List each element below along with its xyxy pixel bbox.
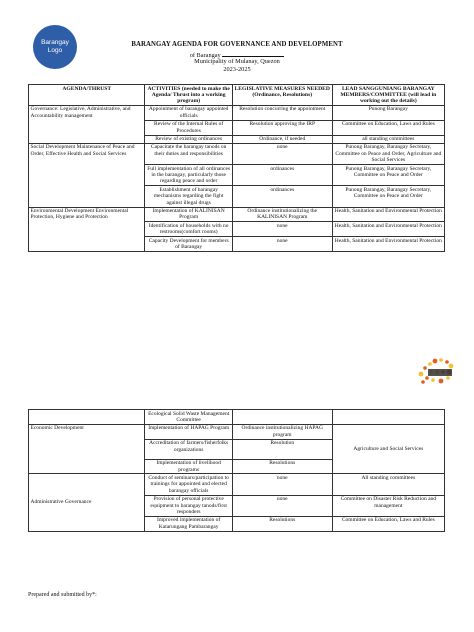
decorative-dot: [433, 359, 438, 364]
decorative-band: [428, 369, 452, 376]
table-row: [29, 424, 445, 439]
agenda-environment: Environmental Development Environmental Protection, Hygiene and Protection: [29, 207, 145, 251]
decorative-logo-icon: [415, 352, 457, 386]
table-header-row: [29, 85, 445, 106]
agenda-cell-empty: [29, 410, 145, 425]
activity-cell: Implementation of livelihood programs: [145, 459, 232, 474]
activity-cell: Review of the Internal Rules of Procedures: [145, 120, 232, 135]
lead-cell: Health, Sanitation and Environmental Protection: [332, 237, 444, 252]
measure-cell: none: [232, 222, 332, 237]
decorative-dot: [428, 362, 432, 366]
activity-cell: Full implementation of all ordinances in the barangay, particularly those regarding peace and order: [145, 165, 232, 186]
decorative-dot: [423, 366, 427, 370]
decorative-dot: [445, 360, 449, 364]
decorative-dot: [425, 376, 429, 380]
decorative-dot: [431, 378, 435, 382]
measure-cell-empty: [232, 410, 332, 425]
activity-cell: Improved implementation of Katarungang Pambarangay: [145, 516, 232, 531]
activity-cell: Implementation of HAPAG Program: [145, 424, 232, 439]
agenda-table-page1: [28, 84, 445, 252]
logo-text: Barangay Logo: [41, 39, 69, 54]
header-lead: LEAD SANGGUNIANG BARANGAY MEMBERS/COMMITTEE (will lead in working out the details): [332, 85, 444, 106]
activity-cell: Establishment of barangay mechanisms regarding the fight against illegal drugs: [145, 186, 232, 207]
header-agenda: AGENDA/THRUST: [29, 85, 145, 106]
measure-cell: none: [232, 474, 332, 495]
lead-cell: Committee on Education, Laws and Rules: [332, 516, 444, 531]
lead-cell: Health, Sanitation and Environmental Protection: [332, 207, 444, 222]
table-row: [29, 105, 445, 120]
lead-cell: Punong Barangay: [332, 105, 444, 120]
lead-cell: Health, Sanitation and Environmental Protection: [332, 222, 444, 237]
measure-cell: Resolution: [232, 439, 332, 459]
measure-cell: none: [232, 143, 332, 164]
table-row: [29, 207, 445, 222]
decorative-dot: [439, 358, 443, 362]
measure-cell: Resolutions: [232, 459, 332, 474]
activity-cell: Ecological Solid Waste Management Committee: [145, 410, 232, 425]
measure-cell: none: [232, 237, 332, 252]
lead-cell-empty: [332, 410, 444, 425]
measure-cell: Resolutions: [232, 516, 332, 531]
municipality-line: Municipality of Mulanay, Quezon: [194, 58, 280, 65]
lead-cell: Punong Barangay, Barangay Secretary, Committee on Peace and Order: [332, 165, 444, 186]
activity-cell: Appointment of barangay appointed officials: [145, 105, 232, 120]
barangay-label: of Barangay: [189, 52, 221, 59]
prepared-by-label: Prepared and submitted by*:: [28, 592, 97, 598]
activity-cell: Provision of personal protective equipment to barangay tanods/first responders: [145, 495, 232, 516]
table-row: [29, 143, 445, 164]
decorative-dot: [449, 364, 454, 369]
activity-cell: Identification of households with no restrooms(comfort rooms): [145, 222, 232, 237]
table-row: [29, 410, 445, 425]
decorative-dot: [439, 379, 444, 384]
decorative-dot: [421, 380, 425, 384]
header-measures: LEGISLATIVE MEASURES NEEDED (Ordinance, Resolutions): [232, 85, 332, 106]
agenda-administrative: Administrative Governance: [29, 474, 145, 531]
decorative-dot: [446, 376, 450, 380]
lead-cell: Agriculture and Social Services: [332, 424, 444, 474]
table-row: [29, 474, 445, 495]
activity-cell: Implementation of KALINISAN Program: [145, 207, 232, 222]
lead-cell: All standing committees: [332, 474, 444, 495]
activity-cell: Capacity Development for members of Barangay: [145, 237, 232, 252]
measure-cell: Ordinance institutionalizing HAPAG program: [232, 424, 332, 439]
activity-cell: Conduct of seminars/participation to trainings for appointed and elected barangay officials: [145, 474, 232, 495]
activity-cell: Capacitate the barangay tanods on their duties and responsibilities: [145, 143, 232, 164]
agenda-social: Social Development Maintenance of Peace and Order, Effective Health and Social Services: [29, 143, 145, 207]
measure-cell: none: [232, 495, 332, 516]
measure-cell: Ordinance institutionalizing the KALINISAN Program: [232, 207, 332, 222]
decorative-dot: [419, 372, 424, 377]
measure-cell: Ordinance, if needed: [232, 135, 332, 143]
lead-cell: Punong Barangay, Barangay Secretary, Committee on Peace and Order, Agriculture and Social Services: [332, 143, 444, 164]
agenda-table-page2: [28, 409, 445, 532]
document-title: BARANGAY AGENDA FOR GOVERNANCE AND DEVELOPMENT: [131, 41, 343, 48]
barangay-blank: [222, 50, 284, 57]
lead-cell: all standing committees: [332, 135, 444, 143]
lead-cell: Committee on Education, Laws and Rules: [332, 120, 444, 135]
activity-cell: Accreditation of farmers/fisherfolks organizations: [145, 439, 232, 459]
agenda-economic: Economic Development: [29, 424, 145, 474]
lead-cell: Punong Barangay, Barangay Secretary, Committee on Peace and Order: [332, 186, 444, 207]
years-line: 2023-2025: [223, 66, 251, 73]
lead-cell: Committee on Disaster Risk Reduction and management: [332, 495, 444, 516]
measure-cell: Resolution concurring the appointment: [232, 105, 332, 120]
activity-cell: Review of existing ordinances: [145, 135, 232, 143]
measure-cell: Resolution approving the IRP: [232, 120, 332, 135]
header-activities: ACTIVITIES (needed to make the Agenda/ Thrust into a working program): [145, 85, 232, 106]
measure-cell: ordinances: [232, 186, 332, 207]
agenda-governance: Governance: Legislative, Administrative, and Accountability management: [29, 105, 145, 143]
measure-cell: ordinances: [232, 165, 332, 186]
